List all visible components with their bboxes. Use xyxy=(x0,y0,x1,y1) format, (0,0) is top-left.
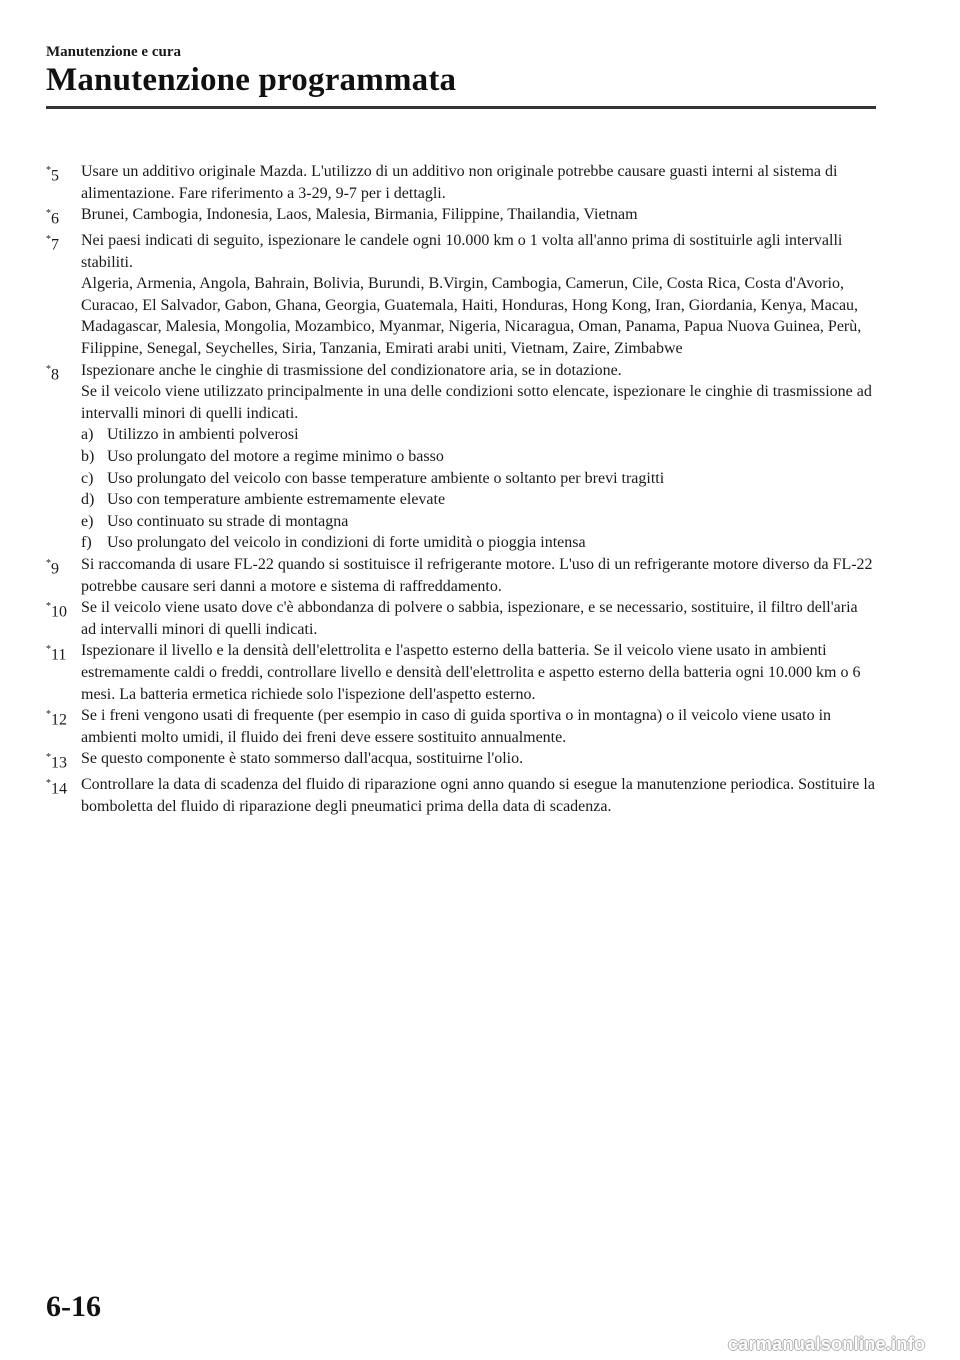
footnote-body xyxy=(81,705,876,748)
asterisk-marker: * xyxy=(46,709,51,721)
footnote-paragraph: Si raccomanda di usare FL-22 quando si sostituisce il refrigerante motore. L'uso di un refrigerante motore diverso da FL-22 potrebbe causare seri danni a motore e sistema di raffreddamento. xyxy=(81,556,873,595)
footnote-10 xyxy=(46,597,876,640)
footnote-paragraph: Controllare la data di scadenza del fluido di riparazione ogni anno quando si esegue la manutenzione periodica. Sostituire la bomboletta del fluido di riparazione degli pneumatici prima della data di scadenza. xyxy=(81,776,875,815)
footnote-number: *5 xyxy=(46,165,59,185)
condition-text: Utilizzo in ambienti polverosi xyxy=(107,426,299,444)
asterisk-marker: * xyxy=(46,752,51,764)
footnote-paragraph: Brunei, Cambogia, Indonesia, Laos, Malesia, Birmania, Filippine, Thailandia, Vietnam xyxy=(81,206,638,224)
footnote-paragraph: Algeria, Armenia, Angola, Bahrain, Bolivia, Burundi, B.Virgin, Cambogia, Camerun, Cile, Costa Rica, Costa d'Avorio, Curacao, El Salvador, Gabon, Ghana, Georgia, Guatemala, Haiti, Honduras, Hong Kong, Iran, Giordania, Kenya, Macau, Madagascar, Malesia, Mongolia, Mozambico, Myanmar, Nigeria, Nicaragua, Oman, Panama, Papua Nuova Guinea, Perù, Filippine, Senegal, Seychelles, Siria, Tanzania, Emirati arabi uniti, Vietnam, Zaire, Zimbabwe xyxy=(81,275,862,358)
asterisk-marker: * xyxy=(46,234,51,246)
footnote-body xyxy=(81,640,876,705)
footnote-body xyxy=(81,161,876,204)
asterisk-marker: * xyxy=(46,778,51,790)
footnote-body xyxy=(81,204,876,230)
condition-text: Uso continuato su strade di montagna xyxy=(107,512,349,530)
condition-letter: d) xyxy=(81,491,95,509)
footnote-body xyxy=(81,230,876,360)
footnote-number: *9 xyxy=(46,558,59,578)
footnote-number: *8 xyxy=(46,363,59,383)
asterisk-marker: * xyxy=(46,363,51,375)
asterisk-marker: * xyxy=(46,165,51,176)
condition-text: Uso prolungato del veicolo in condizioni di forte umidità o pioggia intensa xyxy=(107,534,586,552)
condition-list-item xyxy=(81,468,876,490)
footnote-paragraph: Usare un additivo originale Mazda. L'utilizzo di un additivo non originale potrebbe causare guasti interni al sistema di alimentazione. Fare riferimento a 3-29, 9-7 per i dettagli. xyxy=(81,163,838,202)
footnote-12 xyxy=(46,705,876,748)
footnote-6 xyxy=(46,204,876,230)
footnote-number: *6 xyxy=(46,208,59,228)
condition-text: Uso prolungato del veicolo con basse temperature ambiente o soltanto per brevi tragitti xyxy=(107,469,665,487)
footnote-paragraph: Ispezionare anche le cinghie di trasmissione del condizionatore aria, se in dotazione. xyxy=(81,361,622,379)
footnote-body xyxy=(81,774,876,817)
footnote-7 xyxy=(46,230,876,360)
asterisk-marker: * xyxy=(46,601,51,613)
condition-letter: e) xyxy=(81,512,94,530)
footnote-9 xyxy=(46,554,876,597)
footnote-number: *14 xyxy=(46,778,67,798)
footnote-paragraph: Ispezionare il livello e la densità dell'elettrolita e l'aspetto esterno della batteria. Se il veicolo viene usato in ambienti estremamente caldi o freddi, controllare livello e densità dell'elettrolita e aspetto esterno della batteria ogni 10.000 km o 6 mesi. La batteria ermetica richiede solo l'ispezione dell'aspetto esterno. xyxy=(81,642,861,703)
condition-list-item xyxy=(81,532,876,554)
footnote-number: *13 xyxy=(46,752,67,772)
condition-letter: f) xyxy=(81,534,92,552)
footnote-number: *10 xyxy=(46,601,67,621)
footnote-paragraph: Se i freni vengono usati di frequente (per esempio in caso di guida sportiva o in montagna) o il veicolo viene usato in ambienti molto umidi, il fluido dei freni deve essere sostituito annualmente. xyxy=(81,707,832,746)
footnote-8 xyxy=(46,360,876,554)
condition-list-item xyxy=(81,511,876,533)
footnote-number: *12 xyxy=(46,709,67,729)
page-title: Manutenzione programmata xyxy=(46,62,457,98)
asterisk-marker: * xyxy=(46,208,51,220)
footnote-14 xyxy=(46,774,876,817)
footnote-body xyxy=(81,360,876,554)
footnote-number: *7 xyxy=(46,234,59,254)
condition-text: Uso prolungato del motore a regime minimo o basso xyxy=(107,448,444,466)
footnote-body xyxy=(81,554,876,597)
condition-list-item xyxy=(81,424,876,446)
page-number: 6-16 xyxy=(46,1290,101,1323)
footnote-11 xyxy=(46,640,876,705)
condition-text: Uso con temperature ambiente estremamente elevate xyxy=(107,491,446,509)
asterisk-marker: * xyxy=(46,644,51,656)
footnote-5 xyxy=(46,161,876,204)
footnote-body xyxy=(81,748,876,774)
condition-list-item xyxy=(81,446,876,468)
footnote-13 xyxy=(46,748,876,774)
section-label: Manutenzione e cura xyxy=(46,44,181,60)
footnote-paragraph: Nei paesi indicati di seguito, ispezionare le candele ogni 10.000 km o 1 volta all'anno prima di sostituirle agli intervalli stabiliti. xyxy=(81,232,843,271)
footnotes-list xyxy=(46,161,876,817)
footnote-paragraph: Se il veicolo viene utilizzato principalmente in una delle condizioni sotto elencate, ispezionare le cinghie di trasmissione ad intervalli minori di quelli indicati. xyxy=(81,383,872,422)
footnote-paragraph: Se questo componente è stato sommerso dall'acqua, sostituirne l'olio. xyxy=(81,750,524,768)
footnote-body xyxy=(81,597,876,640)
condition-letter: a) xyxy=(81,426,94,444)
title-rule xyxy=(46,106,876,109)
footnote-number: *11 xyxy=(46,644,67,664)
footnote-paragraph: Se il veicolo viene usato dove c'è abbondanza di polvere o sabbia, ispezionare, e se necessario, sostituire, il filtro dell'aria ad intervalli minori di quelli indicati. xyxy=(81,599,858,638)
watermark: carmanualsonline.info xyxy=(728,1334,926,1354)
asterisk-marker: * xyxy=(46,558,51,570)
condition-letter: c) xyxy=(81,469,94,487)
condition-list-item xyxy=(81,489,876,511)
condition-letter: b) xyxy=(81,448,95,466)
